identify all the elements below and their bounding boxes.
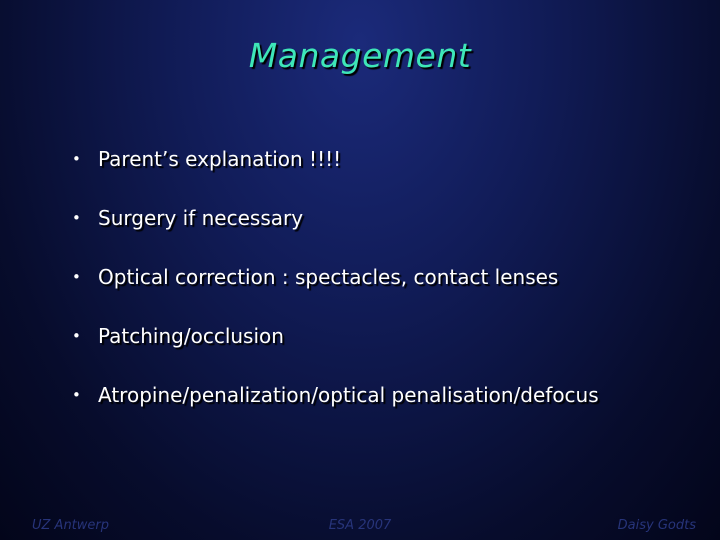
bullet-marker: • xyxy=(72,268,81,286)
bullet-item xyxy=(72,378,702,437)
bullet-item xyxy=(72,201,702,260)
bullet-list xyxy=(72,142,702,437)
slide-title: Management xyxy=(248,36,472,75)
bullet-marker: • xyxy=(72,386,81,404)
bullet-text: Optical correction : spectacles, contact lenses xyxy=(98,265,559,289)
bullet-item xyxy=(72,260,702,319)
bullet-item xyxy=(72,142,702,201)
bullet-text: Patching/occlusion xyxy=(98,324,284,348)
bullet-text: Atropine/penalization/optical penalisation/defocus xyxy=(98,383,599,407)
bullet-item xyxy=(72,319,702,378)
bullet-text: Surgery if necessary xyxy=(98,206,304,230)
bullet-marker: • xyxy=(72,209,81,227)
bullet-text: Parent’s explanation !!!! xyxy=(98,147,342,171)
footer-institution: UZ Antwerp xyxy=(32,518,110,533)
footer-author: Daisy Godts xyxy=(617,518,696,533)
footer-event: ESA 2007 xyxy=(328,518,392,533)
bullet-marker: • xyxy=(72,150,81,168)
bullet-marker: • xyxy=(72,327,81,345)
